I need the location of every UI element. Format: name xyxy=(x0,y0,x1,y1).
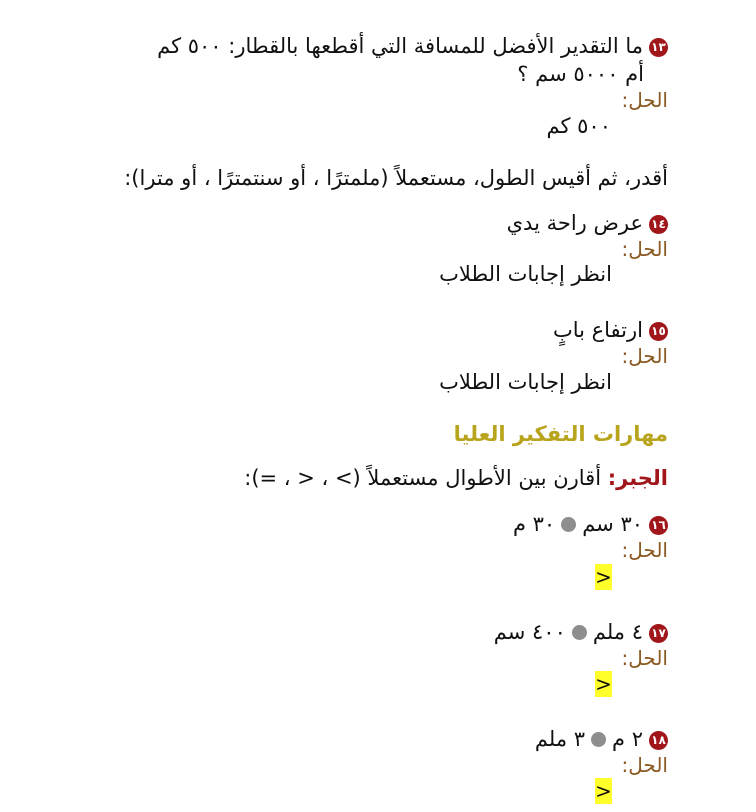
compare-right: ٣ ملم xyxy=(534,727,586,751)
question-15 xyxy=(553,318,668,342)
question-14 xyxy=(507,211,668,235)
answer-text: ٥٠٠ كم xyxy=(546,114,611,138)
question-text: عرض راحة يدي xyxy=(506,211,643,235)
question-number-badge: ١٣ xyxy=(649,38,668,57)
solution-label: الحل: xyxy=(621,538,668,562)
answer-highlight: > xyxy=(595,779,612,803)
solution-label: الحل: xyxy=(621,237,668,261)
question-text: ارتفاع بابٍ xyxy=(552,318,643,342)
algebra-text: أقارن بين الأطوال مستعملاً (> ، < ، =): xyxy=(244,466,602,490)
question-number-badge: ١٨ xyxy=(649,731,668,750)
instruction-text: أقدر، ثم أقيس الطول، مستعملاً (ملمترًا ، أو سنتمترًا ، أو مترا): xyxy=(124,166,668,190)
compare-right: ٤٠٠ سم xyxy=(493,620,566,644)
question-17 xyxy=(494,620,668,644)
compare-right: ٣٠ م xyxy=(512,512,556,536)
compare-dot-icon xyxy=(572,625,587,640)
compare-left: ٣٠ سم xyxy=(582,512,643,536)
question-number-badge: ١٤ xyxy=(649,215,668,234)
compare-left: ٢ م xyxy=(612,727,643,751)
solution-label: الحل: xyxy=(621,753,668,777)
compare-dot-icon xyxy=(591,732,606,747)
question-16 xyxy=(513,512,668,536)
question-text: ما التقدير الأفضل للمسافة التي أقطعها بالقطار: ٥٠٠ كم xyxy=(157,34,643,58)
question-number-badge: ١٦ xyxy=(649,516,668,535)
answer-highlight: > xyxy=(595,672,612,696)
answer-text: انظر إجابات الطلاب xyxy=(439,262,612,286)
solution-label: الحل: xyxy=(621,88,668,112)
solution-label: الحل: xyxy=(621,646,668,670)
question-18 xyxy=(535,727,668,751)
question-number-badge: ١٥ xyxy=(649,322,668,341)
question-number-badge: ١٧ xyxy=(649,624,668,643)
question-text: أم ٥٠٠٠ سم ؟ xyxy=(517,62,644,86)
compare-left: ٤ ملم xyxy=(592,620,643,644)
algebra-label: الجبر: xyxy=(607,466,668,490)
solution-label: الحل: xyxy=(621,344,668,368)
algebra-instruction xyxy=(244,466,668,490)
answer-highlight: > xyxy=(595,565,612,589)
question-13 xyxy=(157,34,668,58)
compare-dot-icon xyxy=(561,517,576,532)
section-heading: مهارات التفكير العليا xyxy=(453,422,668,446)
question-13-continued xyxy=(517,62,644,86)
answer-text: انظر إجابات الطلاب xyxy=(439,370,612,394)
